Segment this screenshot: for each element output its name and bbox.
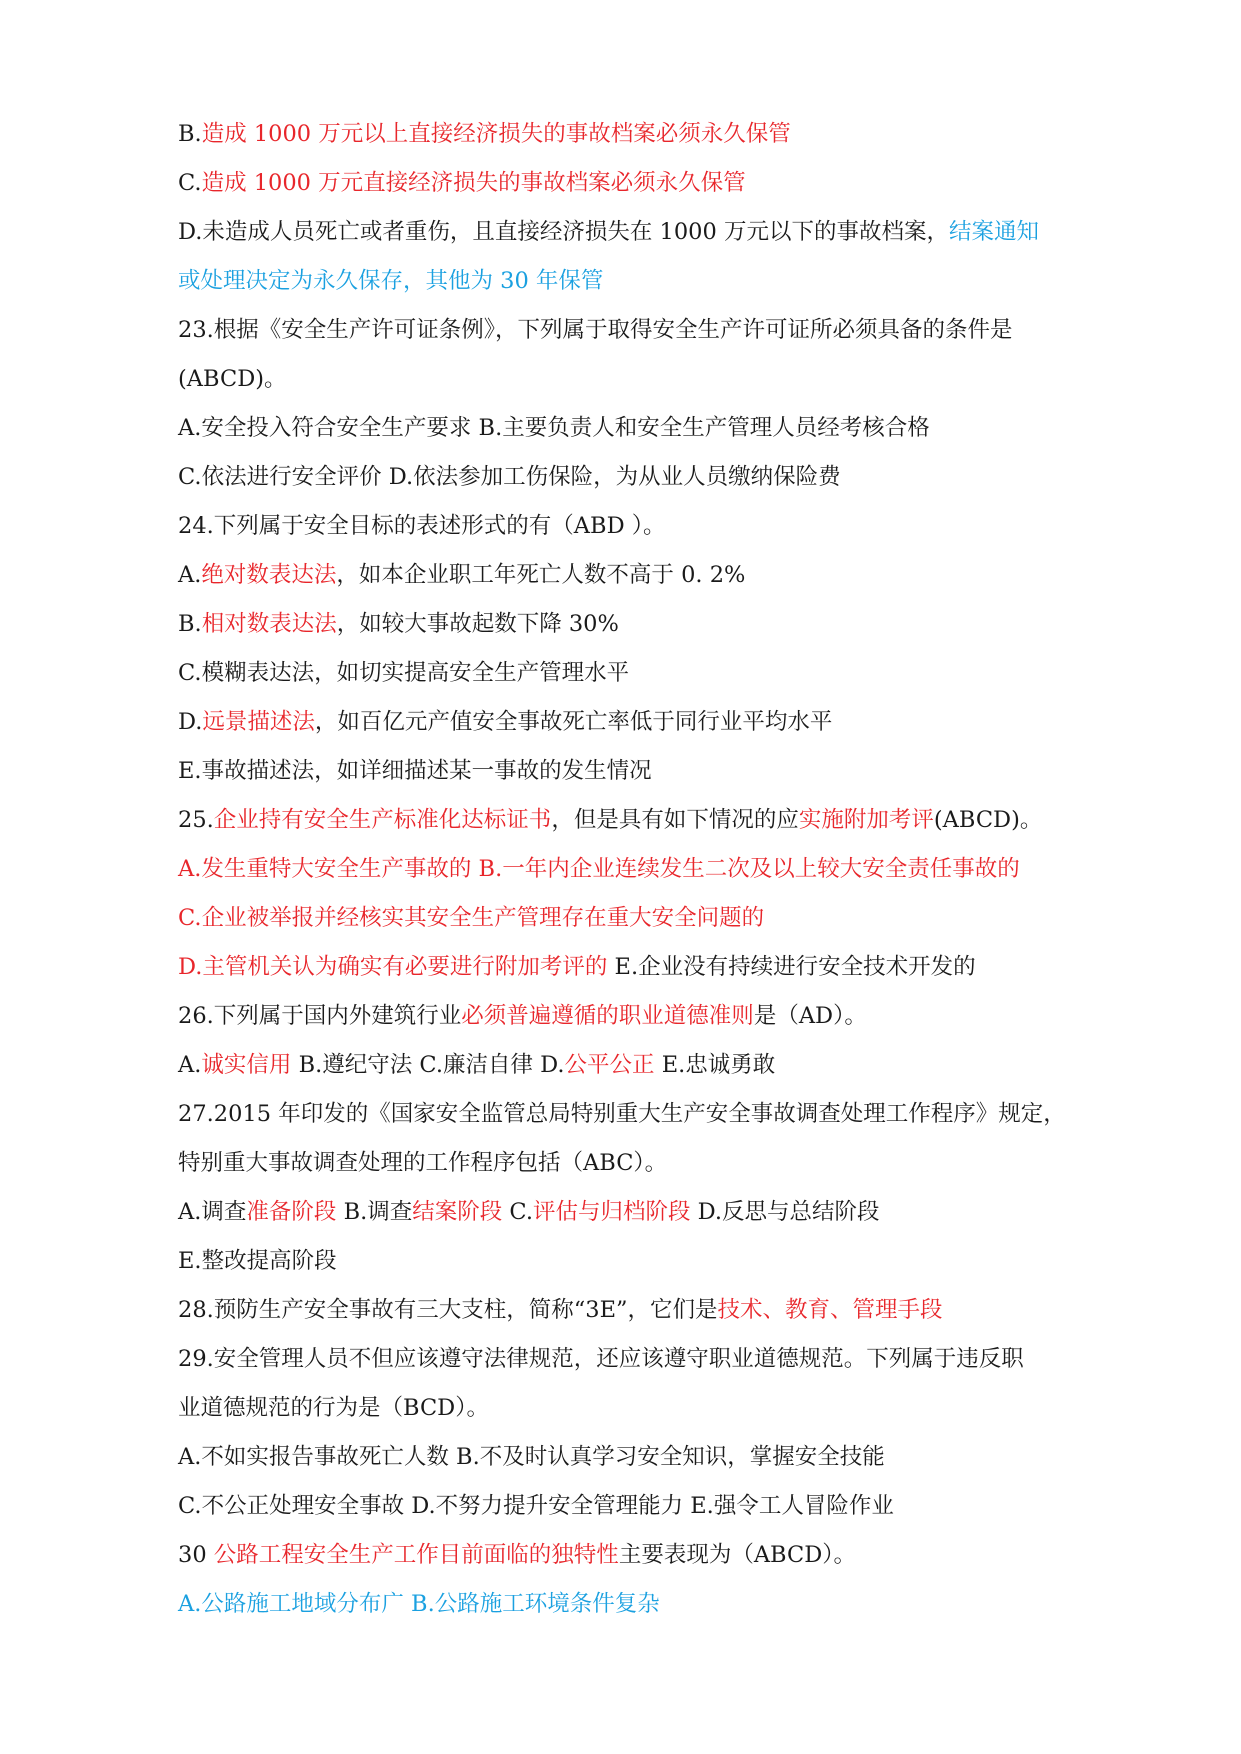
text-segment: D.反思与总结阶段 (690, 1199, 880, 1225)
text-line (178, 1139, 1138, 1188)
text-line (178, 404, 1138, 453)
text-line (178, 1433, 1138, 1482)
text-segment: ，如百亿元产值安全事故死亡率低于同行业平均水平 (314, 709, 833, 735)
text-segment: 是（AD）。 (753, 1003, 867, 1029)
text-segment: 24.下列属于安全目标的表述形式的有（ABD ）。 (178, 513, 666, 539)
text-line (178, 1237, 1138, 1286)
text-segment: E.忠诚勇敢 (654, 1052, 776, 1078)
text-segment: 结案通知 (948, 219, 1039, 245)
text-segment: A.调查 (178, 1199, 247, 1225)
text-segment: C. (502, 1199, 533, 1225)
text-segment: 或处理决定为永久保存，其他为 30 年保管 (178, 268, 604, 294)
text-segment: 主要表现为（ABCD）。 (618, 1542, 857, 1568)
text-segment: (ABCD)。 (178, 366, 287, 392)
text-segment: 23.根据《安全生产许可证条例》，下列属于取得安全生产许可证所必须具备的条件是 (178, 317, 1013, 343)
text-line (178, 943, 1138, 992)
text-segment: 25. (178, 807, 214, 833)
text-line (178, 1531, 1138, 1580)
text-line (178, 992, 1138, 1041)
text-segment: A.公路施工地域分布广 B.公路施工环境条件复杂 (178, 1591, 660, 1617)
text-line (178, 551, 1138, 600)
text-segment: 技术、教育、管理手段 (717, 1297, 943, 1323)
text-segment: C.企业被举报并经核实其安全生产管理存在重大安全问题的 (178, 905, 765, 931)
text-segment: 实施附加考评 (798, 807, 934, 833)
text-segment: E.事故描述法，如详细描述某一事故的发生情况 (178, 758, 652, 784)
text-segment: 造成 1000 万元直接经济损失的事故档案必须永久保管 (201, 170, 746, 196)
text-line (178, 1580, 1138, 1629)
text-line (178, 1384, 1138, 1433)
text-segment: ，但是具有如下情况的应 (551, 807, 799, 833)
text-line (178, 845, 1138, 894)
text-segment: ，如较大事故起数下降 30% (336, 611, 619, 637)
text-segment: 造成 1000 万元以上直接经济损失的事故档案必须永久保管 (201, 121, 791, 147)
text-segment: B.遵纪守法 C.廉洁自律 D. (291, 1052, 565, 1078)
text-line (178, 796, 1138, 845)
text-segment: A. (178, 562, 202, 588)
text-segment: 业道德规范的行为是（BCD）。 (178, 1395, 489, 1421)
text-line (178, 698, 1138, 747)
text-line (178, 110, 1138, 159)
text-line (178, 453, 1138, 502)
text-line (178, 1286, 1138, 1335)
text-line (178, 208, 1138, 257)
text-segment: E.整改提高阶段 (178, 1248, 337, 1274)
text-line (178, 306, 1138, 355)
text-segment: E.企业没有持续进行安全技术开发的 (607, 954, 976, 980)
text-line (178, 1188, 1138, 1237)
text-segment: 评估与归档阶段 (533, 1199, 691, 1225)
text-segment: A.安全投入符合安全生产要求 B.主要负责人和安全生产管理人员经考核合格 (178, 415, 930, 441)
text-segment: 诚实信用 (201, 1052, 292, 1078)
text-segment: C. (178, 170, 202, 196)
text-segment: C.依法进行安全评价 D.依法参加工伤保险，为从业人员缴纳保险费 (178, 464, 841, 490)
text-segment: 特别重大事故调查处理的工作程序包括（ABC）。 (178, 1150, 668, 1176)
text-line (178, 747, 1138, 796)
text-segment: 准备阶段 (246, 1199, 337, 1225)
text-segment: 绝对数表达法 (201, 562, 337, 588)
text-line (178, 1482, 1138, 1531)
text-segment: 企业持有安全生产标准化达标证书 (213, 807, 552, 833)
text-segment: 30 (178, 1542, 214, 1568)
text-segment: 28.预防生产安全事故有三大支柱，简称“3E”，它们是 (178, 1297, 718, 1323)
text-segment: A. (178, 1052, 202, 1078)
text-line (178, 502, 1138, 551)
text-segment: A.不如实报告事故死亡人数 B.不及时认真学习安全知识，掌握安全技能 (178, 1444, 885, 1470)
text-segment: C.模糊表达法，如切实提高安全生产管理水平 (178, 660, 630, 686)
text-segment: 公路工程安全生产工作目前面临的独特性 (213, 1542, 619, 1568)
text-segment: D. (178, 709, 203, 735)
text-segment: 27.2015 年印发的《国家安全监管总局特别重大生产安全事故调查处理工作程序》规定， (178, 1101, 1066, 1127)
text-segment: C.不公正处理安全事故 D.不努力提升安全管理能力 E.强令工人冒险作业 (178, 1493, 894, 1519)
text-segment: A.发生重特大安全生产事故的 B.一年内企业连续发生二次及以上较大安全责任事故的 (178, 856, 1020, 882)
text-segment: 26.下列属于国内外建筑行业 (178, 1003, 462, 1029)
text-segment: B. (178, 611, 202, 637)
text-segment: 必须普遍遵循的职业道德准则 (461, 1003, 754, 1029)
document-body (178, 110, 1138, 1629)
text-line (178, 1090, 1138, 1139)
text-line (178, 1041, 1138, 1090)
text-segment: 29.安全管理人员不但应该遵守法律规范，还应该遵守职业道德规范。下列属于违反职 (178, 1346, 1024, 1372)
text-line (178, 257, 1138, 306)
text-line (178, 355, 1138, 404)
text-segment: (ABCD)。 (933, 807, 1043, 833)
text-segment: D.主管机关认为确实有必要进行附加考评的 (178, 954, 608, 980)
text-line (178, 649, 1138, 698)
text-segment: B. (178, 121, 202, 147)
text-line (178, 894, 1138, 943)
text-segment: 远景描述法 (202, 709, 315, 735)
text-line (178, 1335, 1138, 1384)
text-segment: 公平公正 (564, 1052, 655, 1078)
text-line (178, 159, 1138, 208)
text-segment: 结案阶段 (412, 1199, 503, 1225)
text-segment: 相对数表达法 (201, 611, 337, 637)
text-line (178, 600, 1138, 649)
text-segment: D.未造成人员死亡或者重伤，且直接经济损失在 1000 万元以下的事故档案， (178, 219, 949, 245)
text-segment: B.调查 (336, 1199, 413, 1225)
text-segment: ，如本企业职工年死亡人数不高于 0. 2% (336, 562, 746, 588)
